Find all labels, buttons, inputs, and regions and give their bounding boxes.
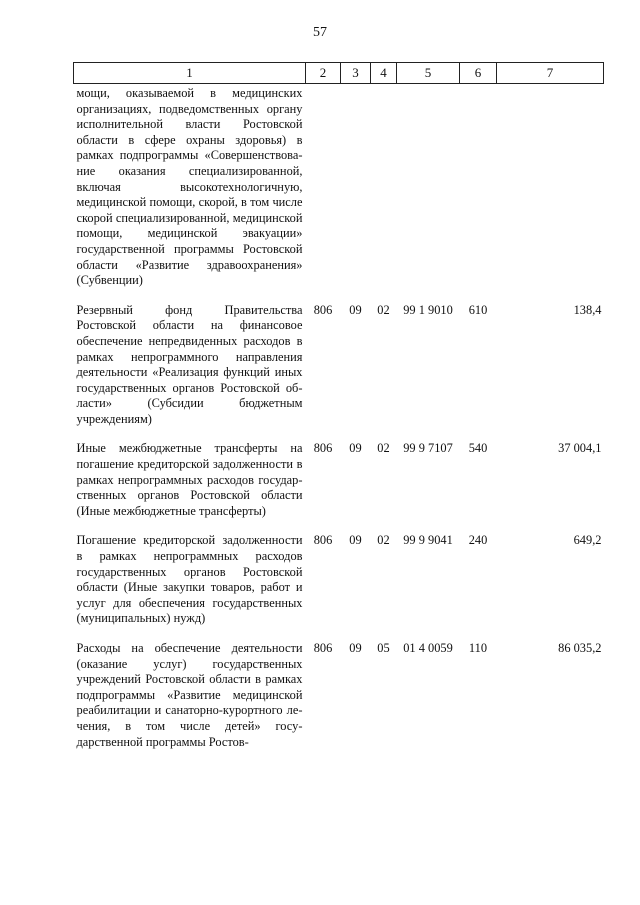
- row-subsection: 02: [377, 302, 390, 317]
- row-description: Иные межбюджетные трансферты на погашение кредиторской задолженности в рамках непрограммных расходов государственных органов Ростовской области (Иные межбюджетные трансферты): [76, 441, 303, 518]
- row-target-article: 01 4 0059: [403, 641, 453, 655]
- row-amount: 37 004,1: [558, 441, 602, 456]
- header-col-3: 3: [341, 63, 371, 84]
- row-subsection: 02: [377, 533, 390, 548]
- row-target-article: 99 9 9041: [403, 533, 453, 548]
- row-amount: 649,2: [573, 533, 602, 548]
- row-section: 09: [349, 441, 362, 456]
- row-subsection: [371, 84, 397, 289]
- header-col-2: 2: [306, 63, 341, 84]
- header-col-6: 6: [460, 63, 497, 84]
- row-amount: 138,4: [573, 302, 602, 317]
- row-expense-type: 610: [468, 302, 488, 317]
- row-target-article: [397, 84, 460, 289]
- table-row: [74, 427, 604, 519]
- budget-table: [73, 62, 604, 750]
- row-expense-type: [460, 84, 497, 289]
- row-target-article: 99 1 9010: [403, 302, 453, 317]
- row-admin-code: 806: [313, 441, 333, 456]
- row-section: 09: [349, 302, 362, 317]
- row-admin-code: [306, 84, 341, 289]
- row-description: Резервный фонд Правительства Ростовской области на финансовое обеспечение непредвиденных расходов в рамках непрограммного направления деятельности «Реализация функций иных государственных органов Ростовской области» (Субсидии бюджетным учреждениям): [76, 302, 303, 426]
- row-expense-type: 540: [468, 441, 488, 456]
- row-amount: [497, 84, 604, 289]
- row-subsection: 05: [377, 641, 390, 655]
- row-section: 09: [349, 641, 362, 655]
- header-col-1: 1: [74, 63, 306, 84]
- row-admin-code: 806: [313, 533, 333, 548]
- table-row: [74, 84, 604, 289]
- table-row: [74, 519, 604, 627]
- row-admin-code: 806: [313, 641, 333, 655]
- row-section: 09: [349, 533, 362, 548]
- page-number: 57: [313, 25, 327, 40]
- row-description: Погашение кредиторской задолженности в рамках непрограммных расходов государственных органов Ростовской области (Иные закупки товаров, работ и услуг для обеспечения государственных (муниципальных) нужд): [76, 533, 303, 626]
- row-description: мощи, оказываемой в медицинских организациях, подведомственных органу исполнительной власти Ростовской области в сфере охраны здоровья) в рамках подпрограммы «Совершенствование оказания специализированной, включая высокотехнологичную, медицинской помощи, скорой, в том числе скорой специализированной, медицинской помощи, медицинской эвакуации» государственной программы Ростовской области «Развитие здравоохранения» (Субвенции): [76, 86, 303, 288]
- row-admin-code: 806: [313, 302, 333, 317]
- header-col-4: 4: [371, 63, 397, 84]
- row-description: Расходы на обеспечение деятельности (оказание услуг) государственных учреждений Ростовской области в рамках подпрограммы «Развитие медицинской реабилитации и санаторно-курортного лечения, в том числе детей» государственной программы Ростов-: [76, 641, 303, 749]
- row-expense-type: 110: [468, 641, 488, 655]
- header-col-7: 7: [497, 63, 604, 84]
- row-subsection: 02: [377, 441, 390, 456]
- row-target-article: 99 9 7107: [403, 441, 453, 456]
- table-row: [74, 627, 604, 750]
- table-row: [74, 289, 604, 428]
- header-col-5: 5: [397, 63, 460, 84]
- table-header-row: [74, 63, 604, 84]
- row-amount: 86 035,2: [558, 641, 602, 655]
- row-expense-type: 240: [468, 533, 488, 548]
- row-section: [341, 84, 371, 289]
